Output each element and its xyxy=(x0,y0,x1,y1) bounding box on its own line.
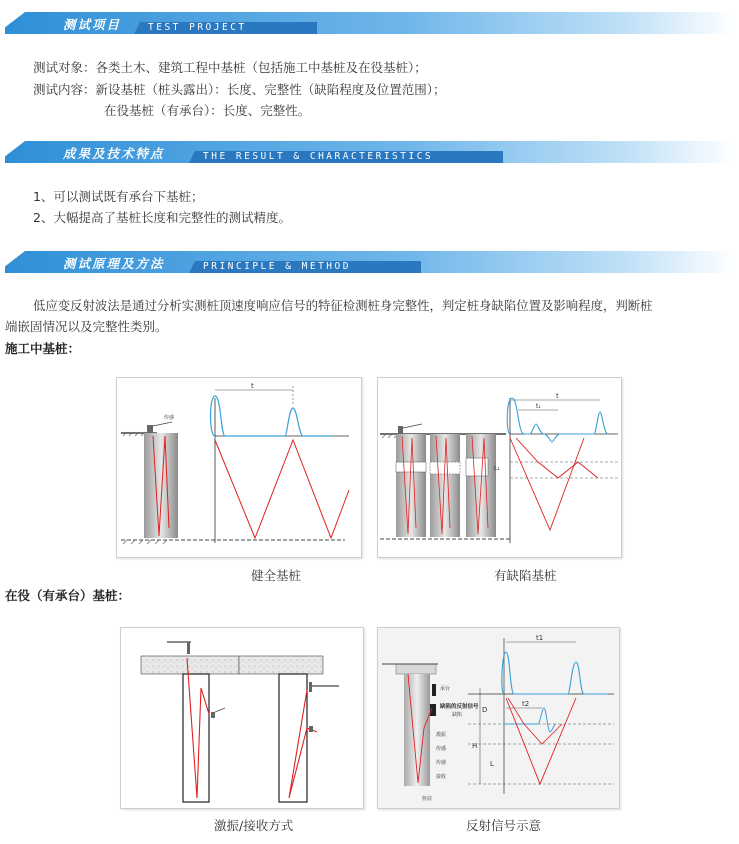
caption-reflection-signal: 反射信号示意 xyxy=(466,818,542,833)
result-item-2: 2、大幅提高了基桩长度和完整性的测试精度。 xyxy=(33,210,291,225)
label-cap: 承台 xyxy=(440,686,451,692)
caption-sound-pile: 健全基桩 xyxy=(251,568,302,583)
section-banner-results xyxy=(5,141,734,163)
pile-shaft xyxy=(144,433,178,538)
sound-pile-diagram xyxy=(117,378,361,557)
figure-sound-pile xyxy=(116,377,362,558)
label-strike: 激振 xyxy=(436,732,447,738)
excitation-receiving-diagram xyxy=(121,628,363,808)
label-sensor2: 传感 xyxy=(436,760,447,766)
label-t: t xyxy=(251,382,254,390)
section-title-en: PRINCIPLE & METHOD xyxy=(195,261,421,273)
svg-text:传感: 传感 xyxy=(164,415,175,421)
reflection-signal-diagram xyxy=(378,628,619,808)
figure-defective-pile xyxy=(377,377,622,558)
caption-excitation-receiving: 激振/接收方式 xyxy=(214,818,294,833)
section-title-en: THE RESULT & CHARACTERISTICS xyxy=(195,151,503,163)
heading-construction-piles: 施工中基桩： xyxy=(5,341,81,356)
method-paragraph-line-2: 端嵌固情况以及完整性类别。 xyxy=(5,319,168,334)
section-title-cn: 测试项目 xyxy=(63,17,122,32)
label-l: L xyxy=(490,760,494,768)
label-l1: L₁ xyxy=(494,465,500,472)
label-h: H xyxy=(472,742,478,750)
result-item-1: 1、可以测试既有承台下基桩； xyxy=(33,189,204,204)
project-line-2: 测试内容：新设基桩（桩头露出）：长度、完整性（缺陷程度及位置范围）； xyxy=(33,82,446,97)
caption-defective-pile: 有缺陷基桩 xyxy=(494,568,557,583)
figure-reflection-signal xyxy=(377,627,620,809)
label-t1: t1 xyxy=(536,634,544,642)
label-t2: t2 xyxy=(522,700,530,708)
project-line-1: 测试对象：各类土木、建筑工程中基桩（包括施工中基桩及在役基桩）； xyxy=(33,60,427,75)
section-title-cn: 测试原理及方法 xyxy=(63,256,165,271)
section-banner-method xyxy=(5,251,734,273)
defective-pile-diagram xyxy=(378,378,621,557)
section-banner-test-project xyxy=(5,12,734,34)
label-defect: 缺陷 xyxy=(452,712,463,718)
section-title-en: TEST PROJECT xyxy=(140,22,317,34)
label-defect-signal: 缺陷的反射信号 xyxy=(440,704,479,710)
project-line-3: 在役基桩（有承台）：长度、完整性。 xyxy=(104,103,311,118)
label-sensor1: 传感 xyxy=(436,746,447,752)
label-bottom: 桩底 xyxy=(422,796,433,802)
section-title-cn: 成果及技术特点 xyxy=(63,146,165,161)
label-t1: t₁ xyxy=(536,403,541,410)
heading-in-service-piles: 在役（有承台）基桩： xyxy=(5,588,131,603)
label-receive: 接收 xyxy=(436,774,447,780)
figure-excitation-receiving xyxy=(120,627,364,809)
method-paragraph-line-1: 低应变反射波法是通过分析实测桩顶速度响应信号的特征检测桩身完整性，判定桩身缺陷位置及影响程度，判断桩 xyxy=(33,298,653,313)
label-d: D xyxy=(482,706,488,714)
label-t: t xyxy=(556,392,559,400)
